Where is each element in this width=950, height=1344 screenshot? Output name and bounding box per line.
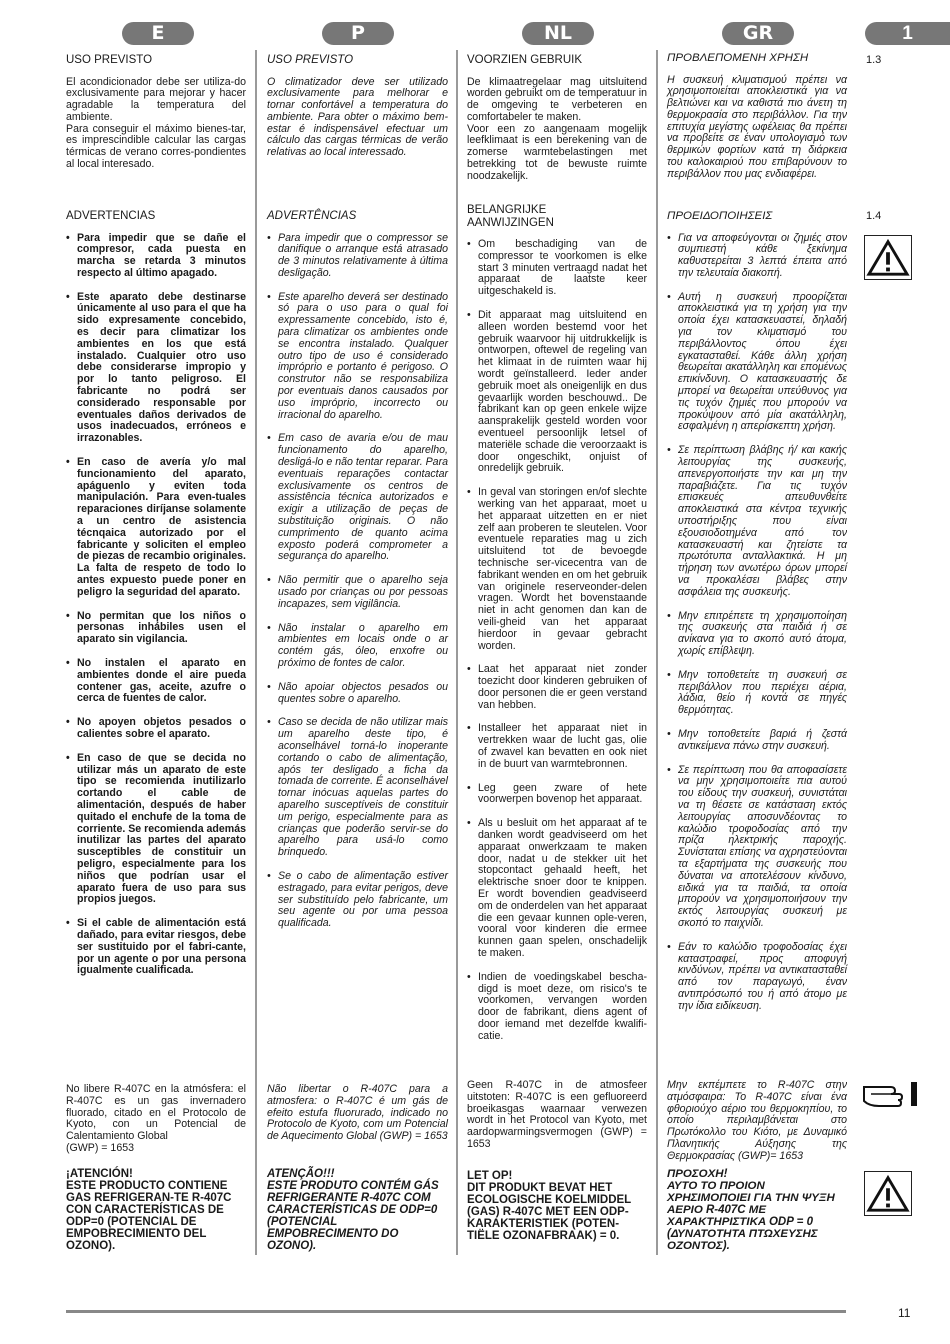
column-divider (255, 50, 257, 1255)
warning-item: • No apoyen objetos pesados o calientes sobre el aparato. (66, 717, 246, 741)
warning-item: • Si el cable de alimentación está dañado, para evitar riesgos, debe ser sustituido por el fabri-cante, por un agente o por una persona igualmente cualificada. (66, 918, 246, 977)
warning-item: • No permitan que los niños o personas inhábiles usen el aparato sin vigilancia. (66, 611, 246, 646)
warning-item: • Installeer het apparaat niet in vertrekken waar de lucht gas, olie of zwavel kan bevatten en ook niet in de buurt van warmtebronnen. (467, 723, 647, 770)
pointing-hand-icon (861, 1079, 921, 1109)
warning-item: • No instalen el aparato en ambientes donde el aire pueda contener gas, aceite, azufre o cerca de fuentes de calor. (66, 658, 246, 705)
warnings-list (667, 233, 847, 1013)
warning-item: • Αυτή η συσκευή προορίζεται αποκλειστικά για τη χρήση για την οποία έχει κατασκευαστεί, δηλαδή για τον κλιματισμό του περιβάλλοντος όπου έχει εγκατασταθεί. Κάθε άλλη χρήση θεωρείται ακατάλληλη και επομένως επικίνδυνη. Ο κατασκευαστής δε μπορεί να θεωρείται υπεύθυνος για τις τυχόν ζημιές που μπορούν να προκύψουν από μία ακατάλληλη, εσφαλμένη η απερίσκεπτη χρήση. (667, 292, 847, 434)
warning-item: • Para impedir que se dañe el compresor, cada puesta en marcha se retarda 3 minutos respecto al último apagado. (66, 233, 246, 280)
warning-triangle-icon (864, 235, 912, 280)
warning-item: • Om beschadiging van de compressor te voorkomen is elke start 3 minuten vertraagd nadat het apparaat de laatste keer uitgeschakeld is. (467, 239, 647, 298)
warning-item: • Μην τοποθετείτε τη συσκευή σε περιβάλλον που περιέχει αέρια, λάδια, θείο ή κοντά σε πηγές θερμότητας. (667, 670, 847, 717)
warning-item: • Se o cabo de alimentação estiver estragado, para evitar perigos, deve ser substituído pelo fabricante, um seu agente ou por uma pessoa qualificada. (267, 871, 448, 930)
badge-p: P (322, 22, 394, 45)
intended-use-text: O climatizador deve ser utilizado exclusivamente para melhorar e tornar confortável a temperatura do ambiente. Para obter o máximo bem-estar é indispensável efectuar um cálculo das cargas térmicas de verão relativas ao local interessado. (267, 75, 448, 159)
refrigerant-note: Geen R-407C in de atmosfeer uitstoten: R-407C is een gefluoreerd broeikasgas waarnaar verwezen wordt in het Protocol van Kyoto, met aardopwarmingsvermogen (GWP) = 1653 (467, 1079, 647, 1150)
warning-item: • Caso se decida de não utilizar mais um aparelho deste tipo, é aconselhável torná-lo inoperante cortando o cabo de alimentação, após ter desligado a ficha da tomada de corrente. É aconselhável tornar inócuas aquelas partes do aparelho susceptíveis de constituir um perigo, especialmente para as crianças que poderão servir-se do aparelho para usá-lo como brinquedo. (267, 717, 448, 859)
attention-notice: ATENÇÃO!!! ESTE PRODUTO CONTÉM GÁS REFRIGERANTE R-407C COM CARACTERÍSTICAS DE ODP=0 (POTENCIAL EMPOBRECIMENTO DO OZONO). (267, 1168, 439, 1252)
warning-item: • Για να αποφεύγονται οι ζημιές στον συμπιεστή κάθε ξεκίνημα καθυστερείται 3 λεπτά έπειτα από την τελευταία διακοπή. (667, 233, 847, 280)
warning-item: • In geval van storingen en/of slechte werking van het apparaat, moet u het apparaat uitzetten en er niet zelf aan proberen te sleutelen. Voor eventuele reparaties mag u zich uitsluitend tot de bevoegde technische ser-vicecentra van de fabrikant wenden en om het gebruik van originele reserveonder-delen vragen. Wordt het bovenstaande niet in acht genomen dan kan de veili-gheid van het apparaat hierdoor in gevaar gebracht worden. (467, 487, 647, 652)
warning-item: • Não permitir que o aparelho seja usado por crianças ou por pessoas incapazes, sem vigilância. (267, 575, 448, 610)
section-number-1-3: 1.3 (866, 54, 882, 66)
badge-nl: NL (522, 22, 594, 45)
heading-warnings: ADVERTENCIAS (66, 210, 156, 222)
column-spanish (66, 52, 246, 1252)
badge-gr: GR (722, 22, 794, 45)
warning-item: • Não instalar o aparelho em ambientes em locais onde o ar contém gás, óleo, enxofre ou próximo de fontes de calor. (267, 623, 448, 670)
intended-use-text: El acondicionador debe ser utiliza-do exclusivamente para mejorar y hacer agradable la temperatura del ambiente. Para conseguir el máximo bienes-tar, es imprescindible calcular las cargas térmicas de verano corres-pondientes al local interesado. (66, 75, 246, 171)
refrigerant-note: Não libertar o R-407C para a atmosfera: o R-407C é um gás de efeito estufa fluorurado, indicado no Protocolo de Kyoto, com um Potencial de Aquecimento Global (GWP) = 1653 (267, 1083, 448, 1143)
warning-item: • Este aparelho deverá ser destinado só para o uso para o qual foi expressamente concebido, isto é, para climatizar os ambientes onde se encontra instalado. Qualquer outro tipo de uso é considerado impróprio e portanto é perigoso. O construtor não se responsabiliza por eventuais danos causados por uso impróprio, incorrecto ou irracional do aparelho. (267, 292, 448, 422)
warning-item: • En caso de que se decida no utilizar más un aparato de este tipo se recomienda inutilizarlo cortando el cable de alimentación, después de haber quitado el enchufe de la toma de corriente. Se recomienda además inutilizar las partes del aparato susceptibles de constituir un peligro, especialmente para los niños que podrían usar el aparato fuera de uso para sus propios juegos. (66, 753, 246, 906)
warning-item: • Laat het apparaat niet zonder toezicht door kinderen gebruiken of door personen die er geen verstand van hebben. (467, 664, 647, 711)
warning-item: • Para impedir que o compressor se danifique o arranque está atrasado de 3 minutos relativamente à última desligação. (267, 233, 448, 280)
footer-rule (66, 1310, 846, 1313)
warning-item: • Σε περίπτωση βλάβης ή/ και κακής λειτουργίας της συσκευής, απενεργοποιήστε την και μη την παραβιάζετε. Για τις τυχόν επισκευές απευθυνθείτε αποκλειστικά στα κέντρα τεχνικής υποστήριξης που είναι εξουσιοδοτημένα από τον κατασκευαστή και ζητείστε τα πρωτότυπα ανταλλακτικά. Η μη τήρηση των ανωτέρω όρων μπορεί να προκαλέσει βλάβες στην ασφάλεια της συσκευής. (667, 445, 847, 598)
badge-e: E (122, 22, 194, 45)
column-greek (667, 52, 847, 1252)
chapter-tab: 1 (865, 22, 950, 45)
column-divider (656, 50, 658, 1255)
warning-item: • Dit apparaat mag uitsluitend en alleen worden bestemd voor het gebruik waarvoor hij uitdrukkelijk is ontworpen, oftewel de regeling van het klimaat in de ruimten waar hij wordt geïnstalleerd. Ieder ander gebruik moet als oneigenlijk en dus gevaarlijk worden beschouwd.. De fabrikant kan op geen enkele wijze aansprakelijk gesteld worden voor eventueel persoonlijk letsel of materiële schade die veroorzaakt is door ongeschikt, onjuist of onredelijk gebruik. (467, 310, 647, 475)
warnings-list (467, 239, 647, 1043)
warning-item: • Em caso de avaria e/ou de mau funcionamento do aparelho, desligá-lo e não tentar reparar. Para eventuais reparações contactar exclusivamente os centros de assistência técnica autorizados e exigir a utilização de peças de substituição originais. O não cumprimento de quanto acima exposto poderá comprometer a segurança do aparelho. (267, 433, 448, 563)
heading-warnings: ADVERTÊNCIAS (267, 210, 357, 222)
column-dutch (467, 52, 647, 1252)
warning-item: • Este aparato debe destinarse únicamente al uso para el que ha sido expresamente concebido, es decir para climatizar los ambientes en los que está instalado. Cualquier otro uso debe considerarse impropio y por lo tanto peligroso. El fabricante no podrá ser considerado responsable por eventuales daños derivados de usos inadecuados, erróneos e irrazonables. (66, 292, 246, 445)
page-number: 11 (898, 1306, 911, 1320)
heading-intended-use: ΠΡΟΒΛΕΠΟΜΕΝΗ ΧΡΗΣΗ (667, 52, 809, 64)
warning-item: • Μην επιτρέπετε τη χρησιμοποίηση της συσκευής στα παιδιά ή σε ανίκανα για το σκοπό αυτό άτομα, χωρίς επίβλεψη. (667, 611, 847, 658)
attention-notice: ¡ATENCIÓN! ESTE PRODUCTO CONTIENE GAS REFRIGERAN-TE R-407C CON CARACTERÍSTICAS DE ODP=0 (POTENCIAL DE EMPOBRECIMIENTO DEL OZONO). (66, 1168, 232, 1252)
heading-intended-use: USO PREVISTO (66, 54, 153, 66)
warning-item: • Não apoiar objectos pesados ou quentes sobre o aparelho. (267, 682, 448, 706)
heading-warnings: ΠΡΟΕΙΔΟΠΟΙΗΣΕΙΣ (667, 210, 773, 222)
refrigerant-note: Μην εκπέμπετε το R-407C στην ατμόσφαιρα: Το R-407C είναι ένα φθοριούχο αέριο του θερμοκηπίου, το οποίο περιλαμβάνεται στο Πρωτόκολλο του Κιότο, με Δυναμικό Πλανητικής Αύξησης της Θερμοκρασίας (GWP)= 1653 (667, 1079, 847, 1162)
attention-notice: LET OP! DIT PRODUKT BEVAT HET ECOLOGISCHE KOELMIDDEL (GAS) R-407C MET EEN ODP-KARAKTERISTIEK (POTEN-TIËLE OZONAFBRAAK) = 0. (467, 1170, 631, 1242)
warning-item: • Indien de voedingskabel bescha-digd is moet deze, om risico's te voorkomen, vervangen worden door de fabrikant, diens agent of door iemand met dezelfde kwalifi-catie. (467, 972, 647, 1043)
warning-item: • Leg geen zware of hete voorwerpen bovenop het apparaat. (467, 783, 647, 807)
attention-notice: ΠΡΟΣΟΧΗ! ΑΥΤΟ ΤΟ ΠΡΟΙΟΝ ΧΡΗΣΙΜΟΠΟΙΕΙ ΓΙΑ ΤΗΝ ΨΥΞΗ ΑΕΡΙΟ R-407C ΜΕ ΧΑΡΑΚΤΗΡΙΣΤΙΚΑ ODP = 0 (ΔΥΝΑΤΟΤΗΤΑ ΠΤΩΧΕΥΣΗΣ ΟΖΟΝΤΟΣ). (667, 1168, 835, 1252)
column-divider (456, 50, 458, 1255)
warning-item: • Σε περίπτωση που θα αποφασίσετε να μην χρησιμοποιείτε πια αυτού του είδους την συσκευή, συνιστάται να τη θέσετε σε κατάσταση εκτός λειτουργίας αποσυνδέοντας το καλώδιο τροφοδοσίας από την πρίζα ηλεκτρικής παροχής. Συνίσταται επίσης να αχρηστεύονται τα εξαρτήματα της συσκευής που δύναται να αποτελέσουν κίνδυνο, ειδικά για τα παιδιά, τα οποία μπορούν να χρησιμοποιήσουν την εκτός λειτουργίας συσκευή με σκοπό το παιχνίδι. (667, 765, 847, 930)
heading-intended-use: USO PREVISTO (267, 54, 354, 66)
warning-item: • Εάν το καλώδιο τροφοδοσίας έχει καταστραφεί, προς αποφυγή κινδύνων, πρέπει να αντικατασταθεί από τον παραγωγό, έναν αντιπρόσωπό του ή από άτομο με την ίδια ειδίκευση. (667, 942, 847, 1013)
warning-item: • Μην τοποθετείτε βαριά ή ζεστά αντικείμενα πάνω στην συσκευή. (667, 729, 847, 753)
warning-item: • Als u besluit om het apparaat af te danken wordt geadviseerd om het apparaat onwerkzaam te maken door, nadat u de stekker uit het stopcontact gehaald heeft, het elektrische snoer door te knippen. Er wordt bovendien geadviseerd om de onderdelen van het apparaat die een gevaar kunnen ople-veren, vooral voor kinderen die ermee kunnen gaan spelen, onschadelijk te maken. (467, 818, 647, 960)
intended-use-text: Η συσκευή κλιματισμού πρέπει να χρησιμοποιείται αποκλειστικά για να βελτιώνει και να καθιστά πιο άνετη τη θερμοκρασία στο περιβάλλον. Για την επιτυχία μεγίστης ωφέλειας θα πρέπει να προβείτε σε έναν υπολογισμό των θερμικών φορτίων κατά τη διάρκεια του καλοκαιριού που επιβαρύνουν το περιβάλλον που μας ενδιαφέρει. (667, 73, 847, 180)
warnings-list (66, 233, 246, 978)
heading-warnings: BELANGRIJKE AANWIJZINGEN (467, 204, 554, 229)
warnings-list (267, 233, 448, 930)
warning-item: • En caso de avería y/o mal funcionamiento del aparato, apáguenlo y eviten toda manipulación. Para even-tuales reparaciones diríjanse solamente a un centro de asistencia técnqaica autorizado por el fabricante y soliciten el empleo de piezas de recambio originales. La falta de respeto de todo lo antes expuesto puede poner en peligro la seguridad del aparato. (66, 457, 246, 599)
intended-use-text: De klimaatregelaar mag uitsluitend worden gebruikt om de temperatuur in de omgeving te verbeteren en comfortabeler te maken. Voor een zo aangenaam mogelijk leefklimaat is een berekening van de zomerse warmtebelastingen met betrekking tot de bewuste ruimte noodzakelijk. (467, 75, 647, 182)
refrigerant-note: No libere R-407C en la atmósfera: el R-407C es un gas invernadero fluorado, citado en el Protocolo de Kyoto, con un Potencial de Calentamiento Global (GWP) = 1653 (66, 1083, 246, 1154)
column-portuguese (267, 52, 448, 1252)
heading-intended-use: VOORZIEN GEBRUIK (467, 54, 583, 66)
warning-triangle-icon (864, 1171, 912, 1216)
section-number-1-4: 1.4 (866, 210, 882, 222)
